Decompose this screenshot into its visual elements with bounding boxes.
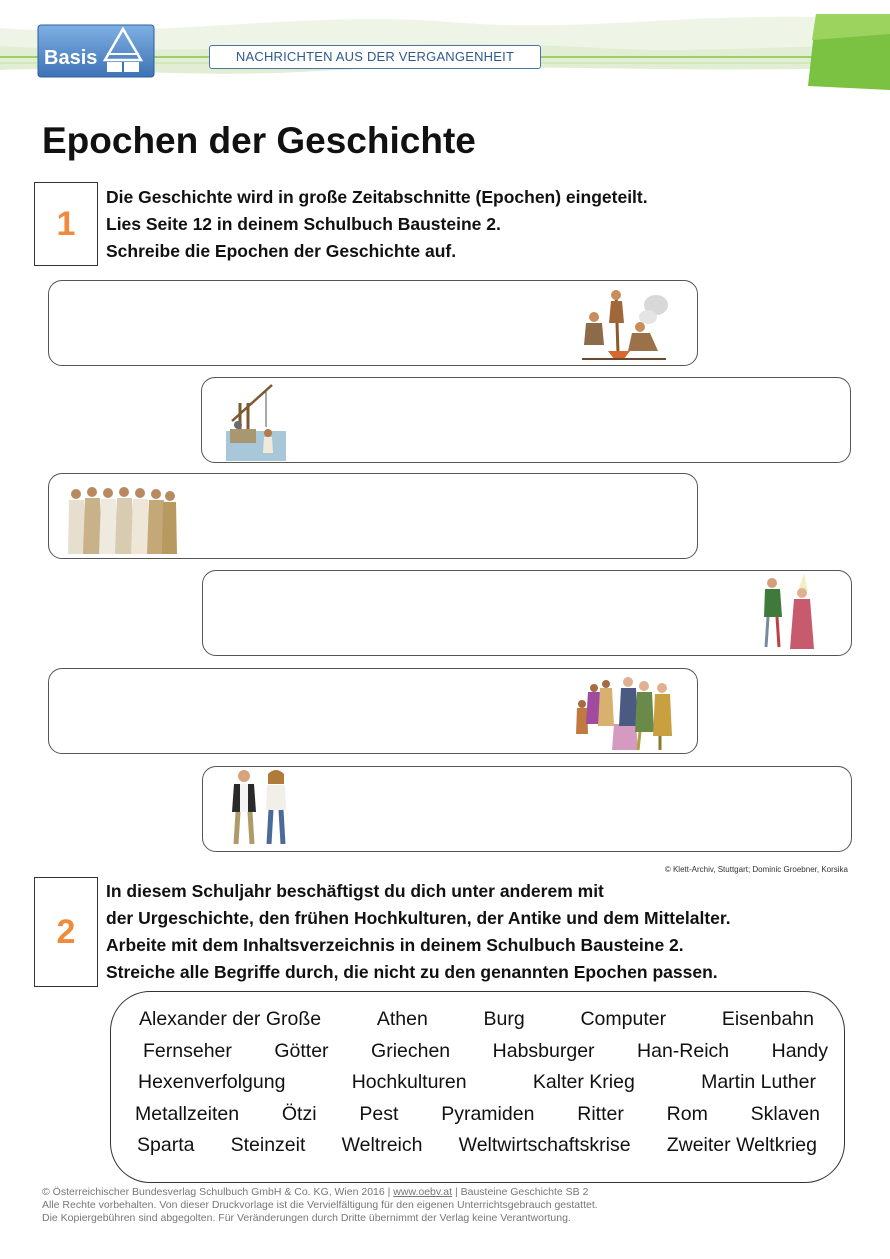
task2-instructions bbox=[106, 878, 731, 986]
word-item[interactable]: Pyramiden bbox=[441, 1103, 535, 1125]
green-corner-decoration bbox=[808, 14, 890, 90]
word-item[interactable]: Martin Luther bbox=[701, 1071, 816, 1093]
word-item[interactable]: Hexenverfolgung bbox=[138, 1071, 286, 1093]
stone-age-people-icon bbox=[578, 283, 670, 361]
task2-line-2: der Urgeschichte, den frühen Hochkulturen, der Antike und dem Mittelalter. bbox=[106, 908, 731, 928]
task1-line-3: Schreibe die Epochen der Geschichte auf. bbox=[106, 241, 457, 261]
word-item[interactable]: Ötzi bbox=[281, 1103, 317, 1125]
word-row-1 bbox=[135, 1008, 820, 1031]
footer bbox=[42, 1186, 598, 1225]
task2-line-3: Arbeite mit dem Inhaltsverzeichnis in deinem Schulbuch Bausteine 2. bbox=[106, 935, 684, 955]
word-item[interactable]: Kalter Krieg bbox=[532, 1071, 635, 1093]
epoch-answer-field-6[interactable] bbox=[202, 766, 852, 852]
word-row-4 bbox=[135, 1103, 820, 1126]
footer-line-1 bbox=[42, 1186, 598, 1199]
word-row-3 bbox=[135, 1071, 820, 1094]
word-item[interactable]: Metallzeiten bbox=[135, 1103, 240, 1125]
task2-line-4: Streiche alle Begriffe durch, die nicht zu den genannten Epochen passen. bbox=[106, 962, 718, 982]
word-item[interactable]: Weltreich bbox=[341, 1134, 423, 1156]
task-number-2: 2 bbox=[34, 877, 98, 987]
word-row-2 bbox=[135, 1040, 836, 1063]
image-credit: © Klett-Archiv, Stuttgart; Dominic Groebner, Korsika bbox=[664, 865, 848, 874]
word-item[interactable]: Sklaven bbox=[750, 1103, 820, 1125]
word-item[interactable]: Handy bbox=[771, 1040, 828, 1062]
word-item[interactable]: Hochkulturen bbox=[351, 1071, 467, 1093]
word-item[interactable]: Sparta bbox=[137, 1134, 195, 1156]
word-item[interactable]: Han-Reich bbox=[637, 1040, 730, 1062]
epoch-answer-field-4[interactable] bbox=[202, 570, 852, 656]
shaduf-water-lift-icon bbox=[226, 381, 286, 461]
modern-couple-icon bbox=[226, 768, 294, 848]
word-item[interactable]: Rom bbox=[666, 1103, 708, 1125]
logo-text: Basis bbox=[44, 47, 98, 69]
footer-line-2: Alle Rechte vorbehalten. Von dieser Druckvorlage ist die Vervielfältigung für den eigenen Unterrichtsgebrauch gestattet. bbox=[42, 1199, 598, 1211]
word-item[interactable]: Götter bbox=[274, 1040, 329, 1062]
task1-line-1: Die Geschichte wird in große Zeitabschnitte (Epochen) eingeteilt. bbox=[106, 187, 648, 207]
task1-instructions bbox=[106, 184, 648, 265]
word-item[interactable]: Steinzeit bbox=[230, 1134, 306, 1156]
word-item[interactable]: Habsburger bbox=[492, 1040, 595, 1062]
antique-group-icon bbox=[66, 484, 178, 556]
task1-line-2: Lies Seite 12 in deinem Schulbuch Bausteine 2. bbox=[106, 214, 501, 234]
footer-book-title: | Bausteine Geschichte SB 2 bbox=[452, 1186, 589, 1198]
task2-line-1: In diesem Schuljahr beschäftigst du dich unter anderem mit bbox=[106, 881, 604, 901]
footer-line-3: Die Kopiergebühren sind abgegolten. Für Veränderungen durch Dritte übernimmt der Verlag keine Verantwortung. bbox=[42, 1212, 571, 1224]
series-label: NACHRICHTEN AUS DER VERGANGENHEIT bbox=[209, 45, 541, 69]
task-number-1: 1 bbox=[34, 182, 98, 266]
word-item[interactable]: Fernseher bbox=[143, 1040, 232, 1062]
word-row-5 bbox=[137, 1134, 817, 1157]
word-item[interactable]: Alexander der Große bbox=[139, 1008, 322, 1030]
publisher-link[interactable]: www.oebv.at bbox=[393, 1186, 453, 1198]
word-item[interactable]: Zweiter Weltkrieg bbox=[666, 1134, 817, 1156]
word-item[interactable]: Weltwirtschaftskrise bbox=[458, 1134, 631, 1156]
word-item[interactable]: Pest bbox=[359, 1103, 399, 1125]
word-item[interactable]: Griechen bbox=[371, 1040, 451, 1062]
footer-copyright: © Österreichischer Bundesverlag Schulbuch GmbH & Co. KG, Wien 2016 | bbox=[42, 1186, 394, 1198]
epoch-answer-field-2[interactable] bbox=[201, 377, 851, 463]
early-modern-group-icon bbox=[574, 674, 676, 752]
word-item[interactable]: Computer bbox=[580, 1008, 667, 1030]
word-item[interactable]: Eisenbahn bbox=[721, 1008, 814, 1030]
word-item[interactable]: Athen bbox=[376, 1008, 428, 1030]
word-item[interactable]: Ritter bbox=[577, 1103, 624, 1125]
word-item[interactable]: Burg bbox=[483, 1008, 525, 1030]
page-title: Epochen der Geschichte bbox=[42, 120, 476, 161]
medieval-couple-icon bbox=[760, 573, 816, 653]
